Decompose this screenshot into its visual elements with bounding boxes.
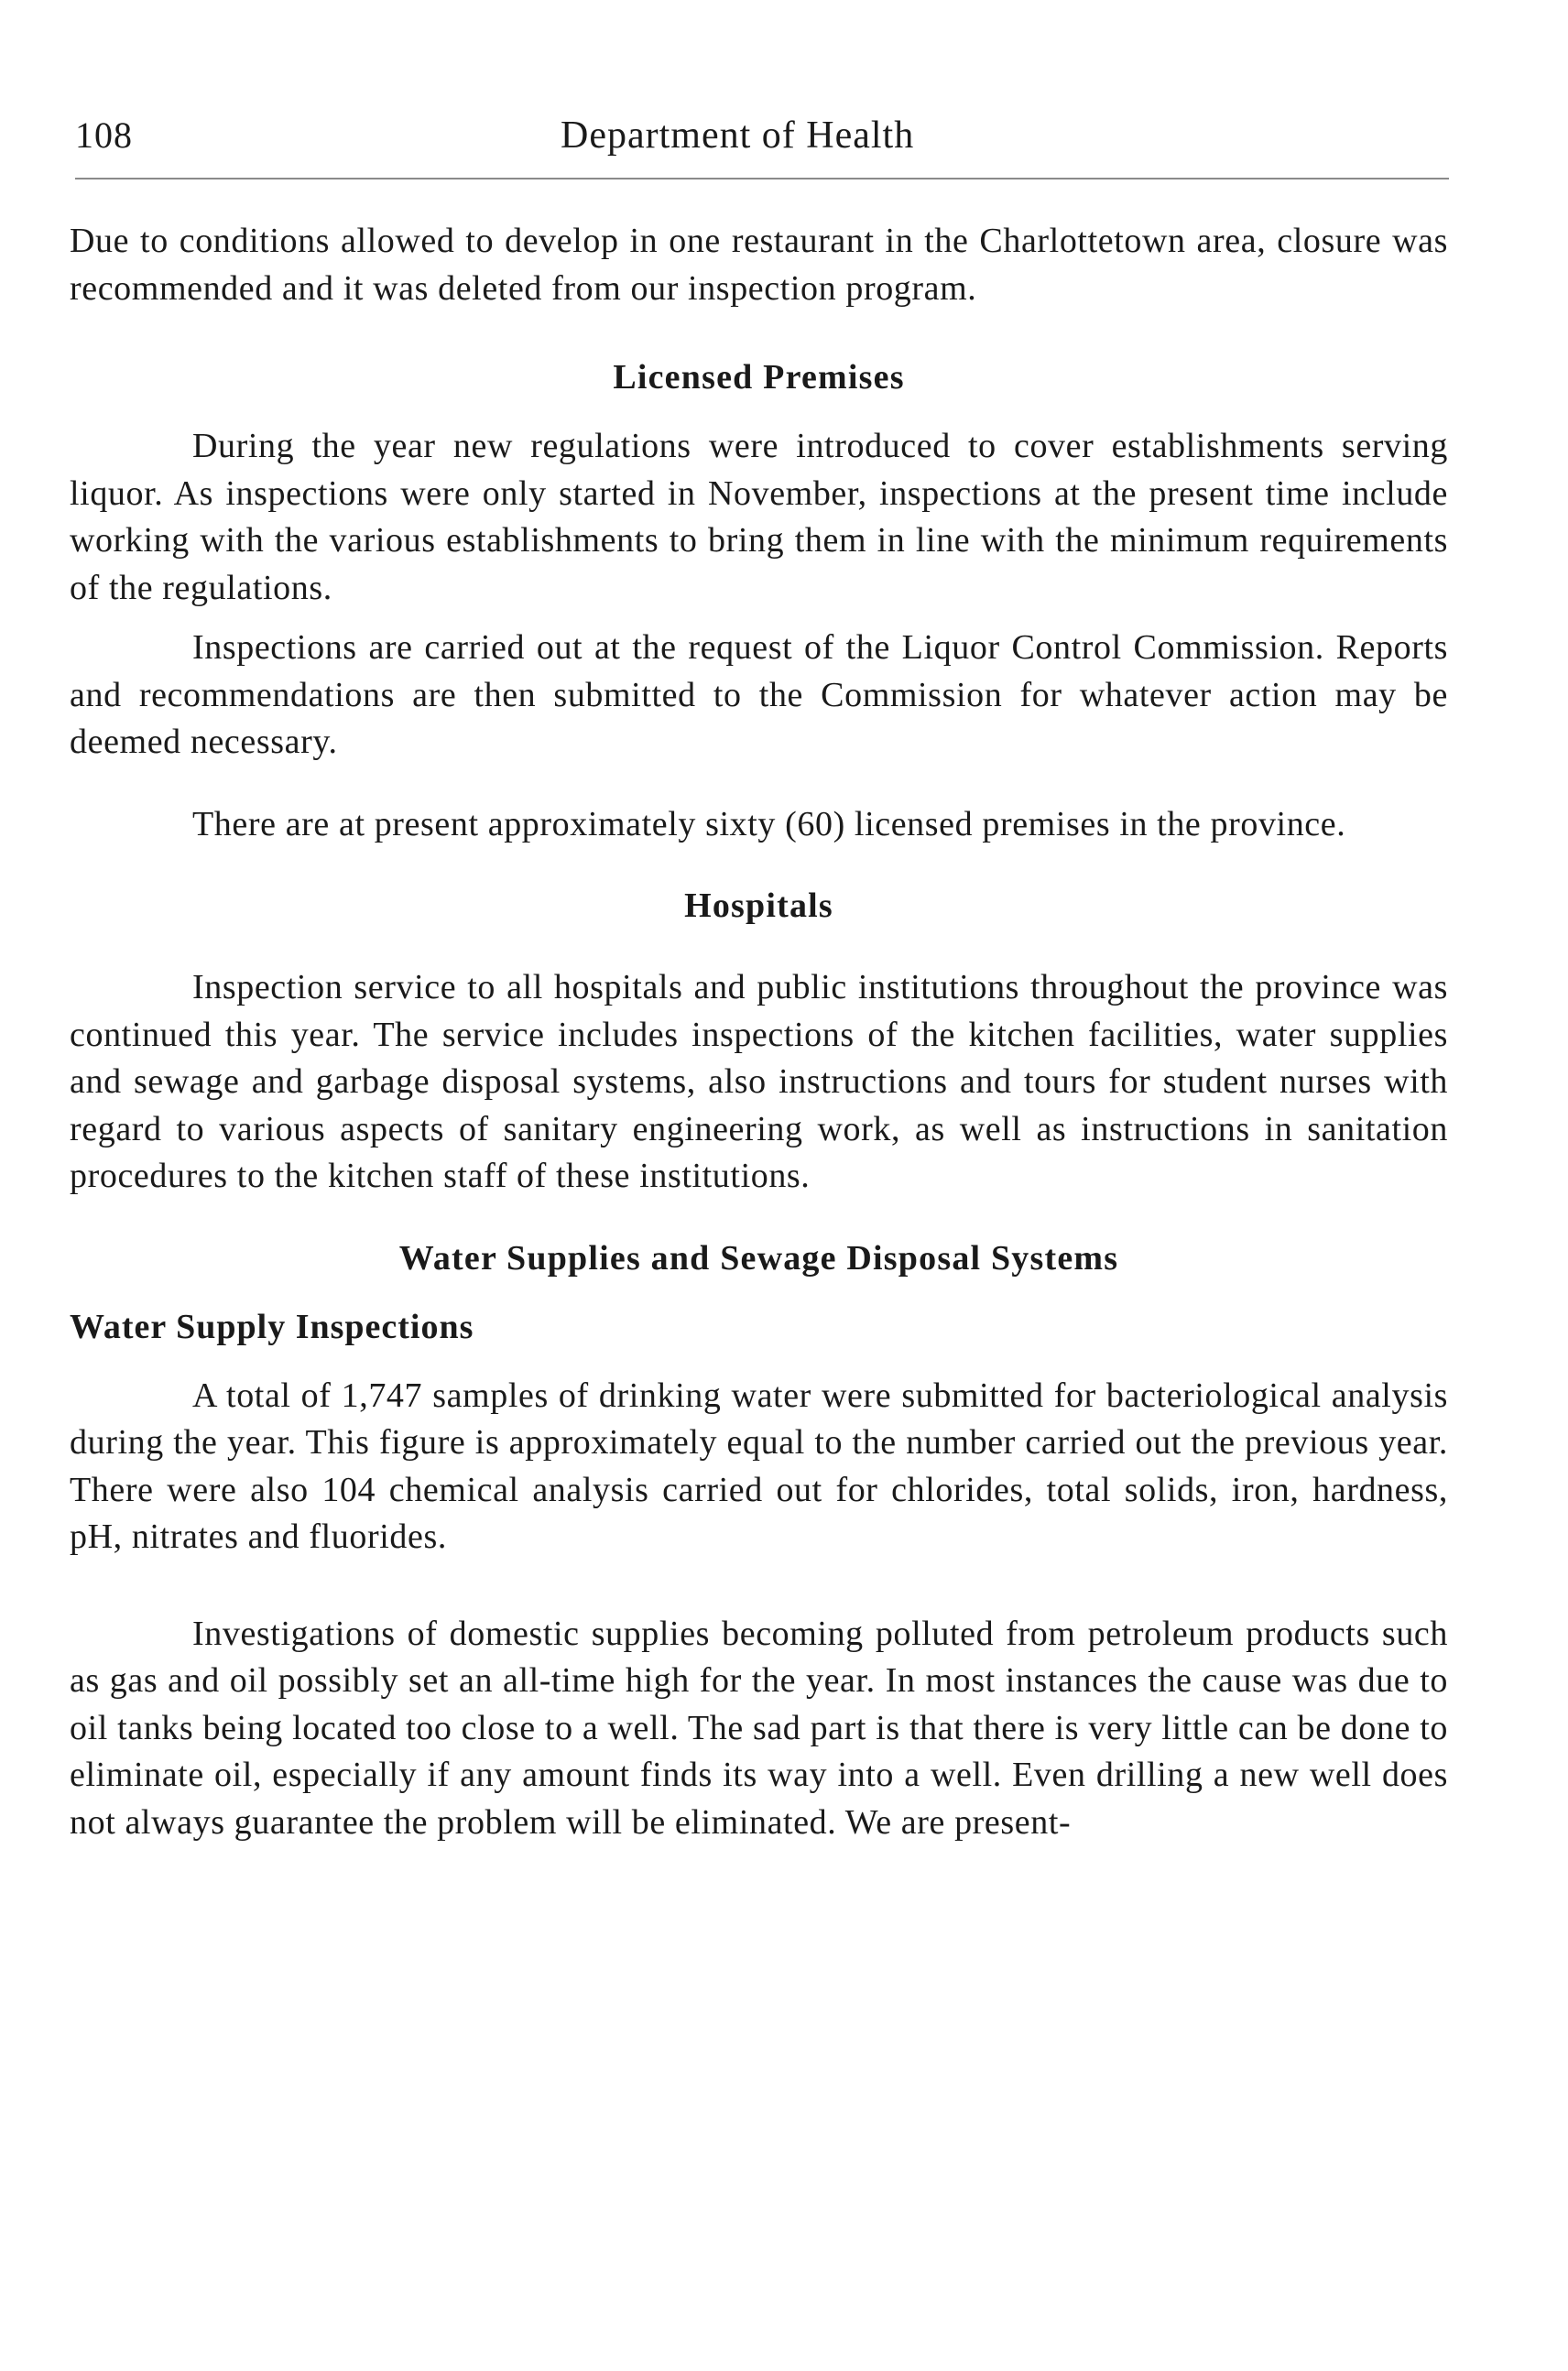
page-number: 108 xyxy=(75,114,133,156)
paragraph-licensed-inspections: Inspections are carried out at the request of the Liquor Control Commission. Reports and recommendations are then submitted to the Commission for whatever action may be deemed necessary. xyxy=(70,628,1448,761)
header-rule xyxy=(75,178,1449,179)
heading-water-supplies-sewage: Water Supplies and Sewage Disposal Systems xyxy=(398,1238,1119,1278)
paragraph-water-samples: A total of 1,747 samples of drinking water were submitted for bacteriological analysis during the year. This figure is approximately equal to the number carried out the previous year. There were also 104 chemical analysis carried out for chlorides, total solids, iron, hardness, pH, nitrates and fluorides. xyxy=(70,1376,1448,1556)
paragraph-restaurant-closure: Due to conditions allowed to develop in one restaurant in the Charlottetown area, closure was recommended and it was deleted from our inspection program. xyxy=(70,222,1448,308)
body-text xyxy=(70,218,1448,1846)
header-title: Department of Health xyxy=(561,114,915,157)
paragraph-hospitals: Inspection service to all hospitals and public institutions throughout the province was continued this year. The service includes inspections of the kitchen facilities, water supplies and sewage and garbage disposal systems, also instructions and tours for student nurses with regard to various aspects of sanitary engineering work, as well as instructions in sanitation procedures to the kitchen staff of these institutions. xyxy=(70,968,1448,1195)
paragraph-petroleum-pollution: Investigations of domestic supplies becoming polluted from petroleum products such as gas and oil possibly set an all-time high for the year. In most instances the cause was due to oil tanks being located too close to a well. The sad part is that there is very little can be done to eliminate oil, especially if any amount finds its way into a well. Even drilling a new well does not always guarantee the problem will be eliminated. We are present- xyxy=(70,1614,1448,1842)
heading-licensed-premises: Licensed Premises xyxy=(613,358,905,397)
paragraph-licensed-regulations: During the year new regulations were introduced to cover establishments serving liquor. As inspections were only started in November, inspections at the present time include working with the various establishments to bring them in line with the minimum requirements of the regulations. xyxy=(70,427,1448,607)
heading-hospitals: Hospitals xyxy=(684,886,833,925)
subheading-water-supply-inspections: Water Supply Inspections xyxy=(70,1307,474,1346)
paragraph-licensed-count: There are at present approximately sixty (60) licensed premises in the province. xyxy=(192,804,1346,843)
running-header xyxy=(75,110,1449,174)
